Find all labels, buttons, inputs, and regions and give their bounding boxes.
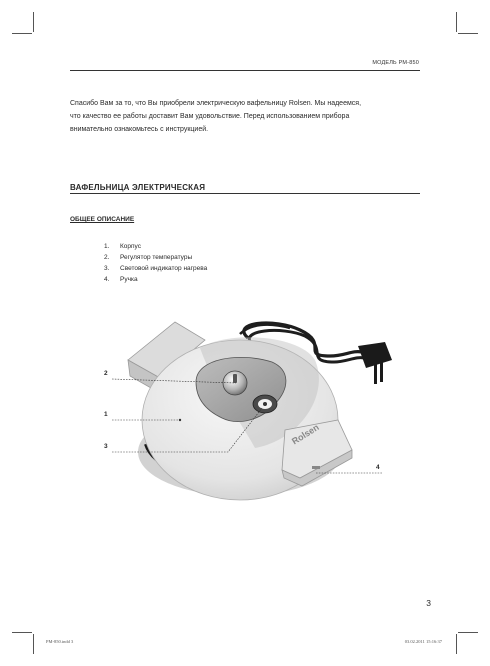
page-number: 3 (426, 598, 431, 608)
list-item-number: 2. (104, 254, 110, 261)
list-item-label: Корпус (120, 243, 141, 250)
footer-timestamp: 03.02.2011 15:16:37 (404, 639, 442, 644)
list-item-label: Световой индикатор нагрева (120, 265, 208, 272)
callout-2: 2 (104, 370, 108, 377)
intro-line: внимательно ознакомьтесь с инструкцией. (70, 126, 209, 133)
callout-3: 3 (104, 443, 108, 450)
callout-1: 1 (104, 411, 108, 418)
list-item-label: Регулятор температуры (120, 254, 193, 261)
list-item-number: 4. (104, 276, 110, 283)
list-item-label: Ручка (120, 276, 138, 283)
intro-line: Спасибо Вам за то, что Вы приобрели электрическую вафельницу Rolsen. Мы надеемся, (70, 100, 362, 107)
list-item-number: 3. (104, 265, 110, 272)
list-item-number: 1. (104, 243, 110, 250)
subsection-title: ОБЩЕЕ ОПИСАНИЕ (70, 216, 135, 223)
intro-line: что качество ее работы доставит Вам удовольствие. Перед использованием прибора (70, 113, 350, 120)
section-title: ВАФЕЛЬНИЦА ЭЛЕКТРИЧЕСКАЯ (70, 183, 206, 192)
callout-4: 4 (376, 464, 380, 471)
footer-filename: PM-850.indd 3 (46, 639, 74, 644)
brand-logo: Rolsen (290, 422, 321, 447)
power-plug (358, 342, 392, 384)
model-label: МОДЕЛЬ РМ-850 (372, 60, 419, 66)
